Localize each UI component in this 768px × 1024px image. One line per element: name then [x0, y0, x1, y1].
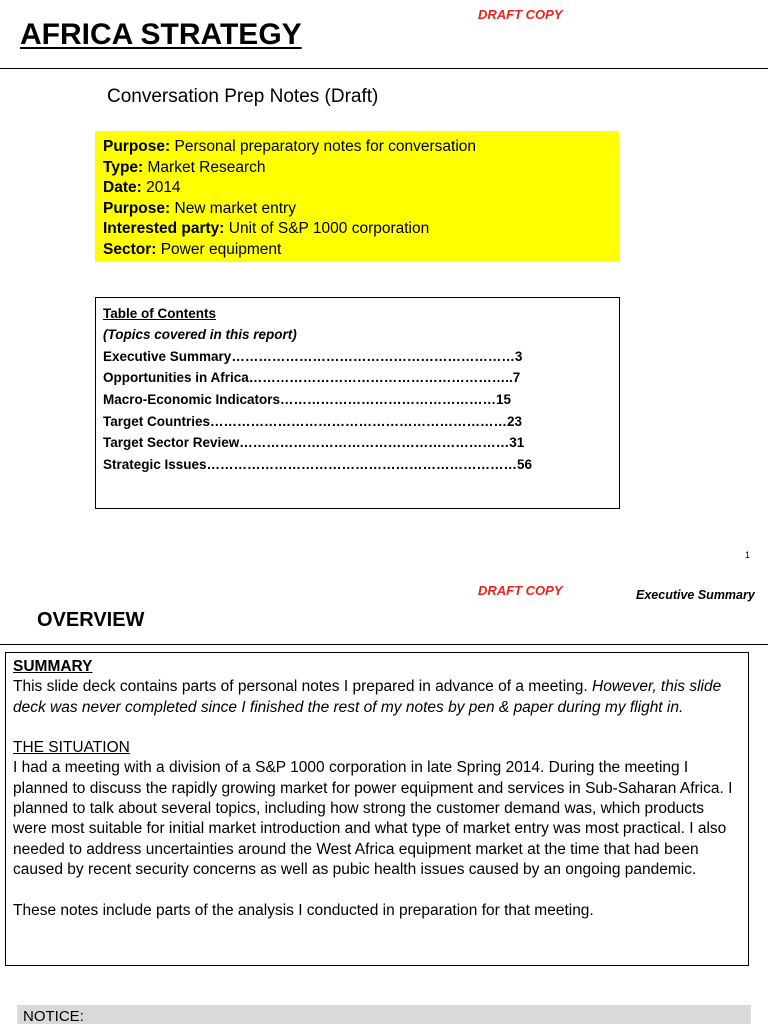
toc-entry[interactable]: Strategic Issues……………………………………………………………56 — [103, 457, 533, 473]
paragraph-gap — [13, 718, 741, 738]
summary-box — [5, 652, 749, 966]
meta-key: Type: — [103, 158, 144, 176]
page-number: 1 — [745, 550, 751, 560]
meta-line-interested-party — [103, 219, 611, 240]
document-title: AFRICA STRATEGY — [20, 18, 302, 51]
toc-entry[interactable]: Target Sector Review……………………………………………………31 — [103, 435, 525, 451]
draft-copy-label: DRAFT COPY — [478, 583, 563, 598]
notice-label: NOTICE: — [23, 1008, 84, 1024]
meta-value: Market Research — [143, 158, 266, 176]
situation-text: I had a meeting with a division of a S&P 1000 corporation in late Spring 2014. During the meeting I planned to discuss the rapidly growing market for power equipment and services in Sub-Saharan Africa. I planned to talk about several topics, including how strong the customer demand was, which products were most suitable for initial market introduction and what type of market entry was most practical. I also needed to address uncertainties around the West Africa equipment market at the time that had been caused by recent security concerns as well as pubic health issues caused by an ongoing pandemic. — [13, 759, 733, 878]
meta-value: 2014 — [141, 179, 181, 196]
summary-intro-text: This slide deck contains parts of personal notes I prepared in advance of a meeting. — [13, 678, 593, 696]
meta-line-date — [103, 178, 611, 199]
summary-intro — [13, 677, 741, 718]
title-divider — [0, 68, 768, 69]
meta-key: Purpose: — [103, 138, 171, 155]
meta-value: Power equipment — [156, 240, 282, 258]
notice-bar — [17, 1005, 751, 1024]
paragraph-gap — [13, 880, 741, 900]
toc-entry[interactable]: Target Countries…………………………………………………………23 — [103, 413, 523, 429]
meta-value: Unit of S&P 1000 corporation — [224, 220, 430, 237]
section-heading: OVERVIEW — [37, 609, 145, 631]
toc-entry[interactable]: Macro-Economic Indicators…………………………………………15 — [103, 391, 512, 407]
toc-heading: Table of Contents — [103, 306, 216, 321]
meta-key: Interested party: — [103, 220, 225, 237]
meta-line-type — [103, 158, 611, 179]
document-subtitle: Conversation Prep Notes (Draft) — [107, 86, 379, 107]
meta-value: Personal preparatory notes for conversation — [170, 138, 477, 155]
section-divider — [0, 644, 768, 645]
toc-subheading: (Topics covered in this report) — [103, 327, 297, 342]
meta-line-sector — [103, 240, 611, 261]
closing-text: These notes include parts of the analysis I conducted in preparation for that meeting. — [13, 901, 594, 919]
meta-line-purpose — [103, 137, 611, 158]
situation-heading: THE SITUATION — [13, 739, 130, 757]
toc-entry[interactable]: Opportunities in Africa…………………………………………………..7 — [103, 370, 521, 386]
meta-value: New market entry — [170, 199, 296, 217]
meta-key: Sector: — [103, 240, 157, 258]
toc-entry[interactable]: Executive Summary………………………………………………………3 — [103, 348, 523, 364]
draft-copy-label: DRAFT COPY — [478, 7, 563, 22]
meta-key: Purpose: — [103, 199, 171, 217]
meta-line-purpose-2 — [103, 199, 611, 220]
metadata-box — [95, 131, 619, 262]
summary-intro-italic: However, this slide deck was never completed since I finished the rest of my notes by pen & paper during my flight in. — [13, 678, 722, 716]
summary-heading: SUMMARY — [13, 658, 93, 675]
section-label: Executive Summary — [636, 588, 755, 602]
table-of-contents — [95, 297, 620, 509]
meta-key: Date: — [103, 179, 142, 196]
